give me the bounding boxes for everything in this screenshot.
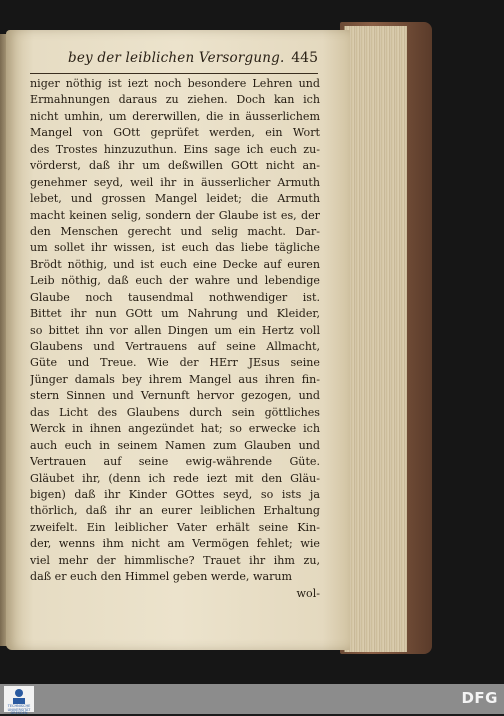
text-line: bigen) daß ihr Kinder GOttes seyd, so ists ja	[30, 487, 320, 501]
text-line: Mangel von GOtt geprüfet werden, ein Wort	[30, 126, 320, 140]
page-number: 445	[291, 50, 318, 66]
text-line: so bittet ihn vor allen Dingen um ein Hertz voll	[30, 323, 320, 337]
text-line: Glaube noch tausendmal nothwendiger ist.	[30, 290, 320, 304]
text-line: der, wenns ihm nicht am Vermögen fehlet; wie	[30, 537, 320, 551]
text-line: Ermahnungen daraus zu ziehen. Doch kan ich	[30, 93, 320, 107]
text-line: nicht umhin, um dererwillen, die in äusserlichem	[30, 109, 320, 123]
catchword: wol-	[296, 586, 320, 600]
text-line: das Licht des Glaubens durch sein göttliches	[30, 405, 320, 419]
text-line: vörderst, daß ihr um deßwillen GOtt nicht an-	[30, 159, 320, 173]
text-line: macht keinen selig, sondern der Glaube ist es, der	[30, 208, 320, 222]
text-line: Jünger damals bey ihrem Mangel aus ihren fin-	[30, 372, 320, 386]
text-line: des Trostes hinzuzuthun. Eins sage ich euch zu-	[30, 142, 320, 156]
running-head: bey der leiblichen Versorgung.	[68, 50, 285, 66]
text-line: lebet, und grossen Mangel leidet; die Armuth	[30, 192, 320, 206]
text-line: Werck in ihnen angezündet hat; so erwecke ich	[30, 422, 320, 436]
text-line: auch euch in seinem Namen zum Glauben und	[30, 438, 320, 452]
header-rule	[30, 73, 318, 74]
text-line: Glaubens und Vertrauens auf seine Allmacht,	[30, 340, 320, 353]
text-line: Güte und Treue. Wie der HErr JEsus seine	[30, 356, 320, 370]
text-line: Bittet ihr nun GOtt um Nahrung und Kleider,	[30, 307, 320, 321]
page-header	[28, 50, 318, 72]
tu-dresden-logo	[4, 686, 34, 716]
text-line: Gläubet ihr, (denn ich rede iezt mit den Gläu-	[30, 471, 320, 485]
logo-dot-icon	[15, 689, 23, 697]
text-line: viel mehr der himmlische? Trauet ihr ihm zu,	[30, 553, 320, 567]
text-line: zweifelt. Ein leiblicher Vater erhält seine Kin-	[30, 520, 320, 534]
logo-text: TECHNISCHE UNIVERSITÄT DRESDEN	[7, 704, 31, 716]
text-line: daß er euch den Himmel geben werde, warum	[30, 570, 293, 584]
dfg-logo: DFG	[461, 689, 498, 707]
footer-bar	[0, 684, 504, 714]
text-line: stern Sinnen und Vernunft hervor gezogen, und	[30, 389, 320, 403]
page-edges	[344, 26, 407, 652]
text-line: Brödt nöthig, und ist euch eine Decke auf euren	[30, 257, 320, 271]
text-line: den Menschen gerecht und selig macht. Dar-	[30, 224, 320, 238]
text-line: genehmer seyd, weil ihr in äusserlicher Armuth	[30, 175, 320, 189]
text-line: thörlich, daß ihr an eurer leiblichen Erhaltung	[30, 504, 320, 518]
text-line: Leib nöthig, daß euch der wahre und lebendige	[30, 274, 320, 288]
text-line: niger nöthig ist iezt noch besondere Lehren und	[30, 77, 320, 90]
text-line: um sollet ihr wissen, ist euch das liebe tägliche	[30, 241, 320, 255]
body-text	[30, 76, 320, 602]
text-line: Vertrauen auf seine ewig-währende Güte.	[30, 455, 320, 469]
